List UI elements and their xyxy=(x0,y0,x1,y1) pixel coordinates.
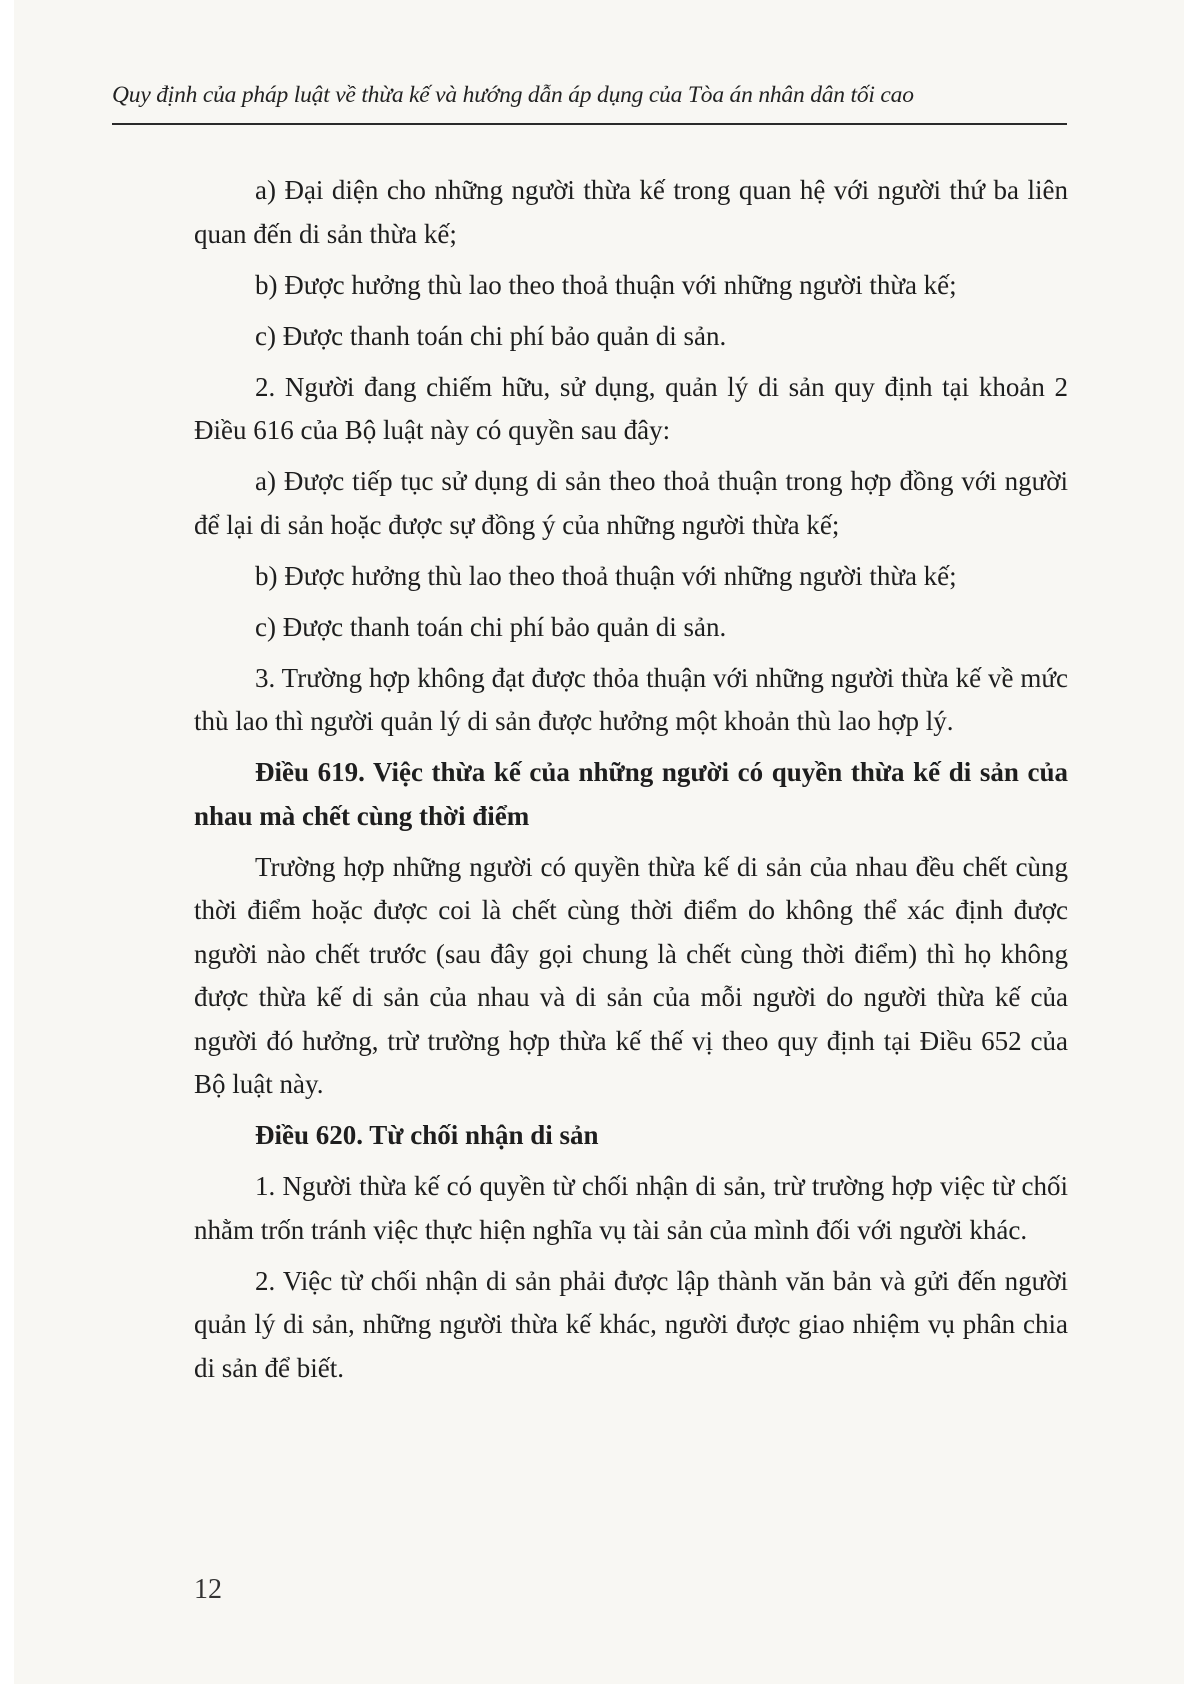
paragraph-1b: b) Được hưởng thù lao theo thoả thuận với những người thừa kế; xyxy=(255,269,957,300)
article-619-body: Trường hợp những người có quyền thừa kế di sản của nhau đều chết cùng thời điểm hoặc được coi là chết cùng thời điểm do không thể xác định được người nào chết trước (sau đây gọi chung là chết cùng thời điểm) thì họ không được thừa kế di sản của nhau và di sản của mỗi người do người thừa kế của người đó hưởng, trừ trường hợp thừa kế thế vị theo quy định tại Điều 652 của Bộ luật này. xyxy=(194,851,1068,1099)
header-rule xyxy=(112,123,1067,125)
paragraph-2a: a) Được tiếp tục sử dụng di sản theo thoả thuận trong hợp đồng với người để lại di sản hoặc được sự đồng ý của những người thừa kế; xyxy=(194,466,1068,540)
article-620-heading: Điều 620. Từ chối nhận di sản xyxy=(255,1120,599,1150)
paragraph-1c: c) Được thanh toán chi phí bảo quản di sản. xyxy=(255,320,727,351)
running-header: Quy định của pháp luật về thừa kế và hướng dẫn áp dụng của Tòa án nhân dân tối cao xyxy=(112,82,914,108)
article-619-heading: Điều 619. Việc thừa kế của những người có quyền thừa kế di sản của nhau mà chết cùng thời điểm xyxy=(194,757,1068,831)
paragraph-2: 2. Người đang chiếm hữu, sử dụng, quản lý di sản quy định tại khoản 2 Điều 616 của Bộ luật này có quyền sau đây: xyxy=(194,371,1068,445)
paragraph-1a: a) Đại diện cho những người thừa kế trong quan hệ với người thứ ba liên quan đến di sản thừa kế; xyxy=(194,175,1068,249)
paragraph-2c: c) Được thanh toán chi phí bảo quản di sản. xyxy=(255,611,727,642)
paragraph-3: 3. Trường hợp không đạt được thỏa thuận với những người thừa kế về mức thù lao thì người quản lý di sản được hưởng một khoản thù lao hợp lý. xyxy=(194,662,1068,736)
paragraph-2b: b) Được hưởng thù lao theo thoả thuận với những người thừa kế; xyxy=(255,560,957,591)
body-text xyxy=(194,169,1068,1398)
book-page xyxy=(14,0,1184,1684)
page-number: 12 xyxy=(194,1574,222,1605)
article-620-clause-2: 2. Việc từ chối nhận di sản phải được lập thành văn bản và gửi đến người quản lý di sản, những người thừa kế khác, người được giao nhiệm vụ phân chia di sản để biết. xyxy=(194,1265,1068,1383)
article-620-clause-1: 1. Người thừa kế có quyền từ chối nhận di sản, trừ trường hợp việc từ chối nhằm trốn tránh việc thực hiện nghĩa vụ tài sản của mình đối với người khác. xyxy=(194,1171,1068,1245)
